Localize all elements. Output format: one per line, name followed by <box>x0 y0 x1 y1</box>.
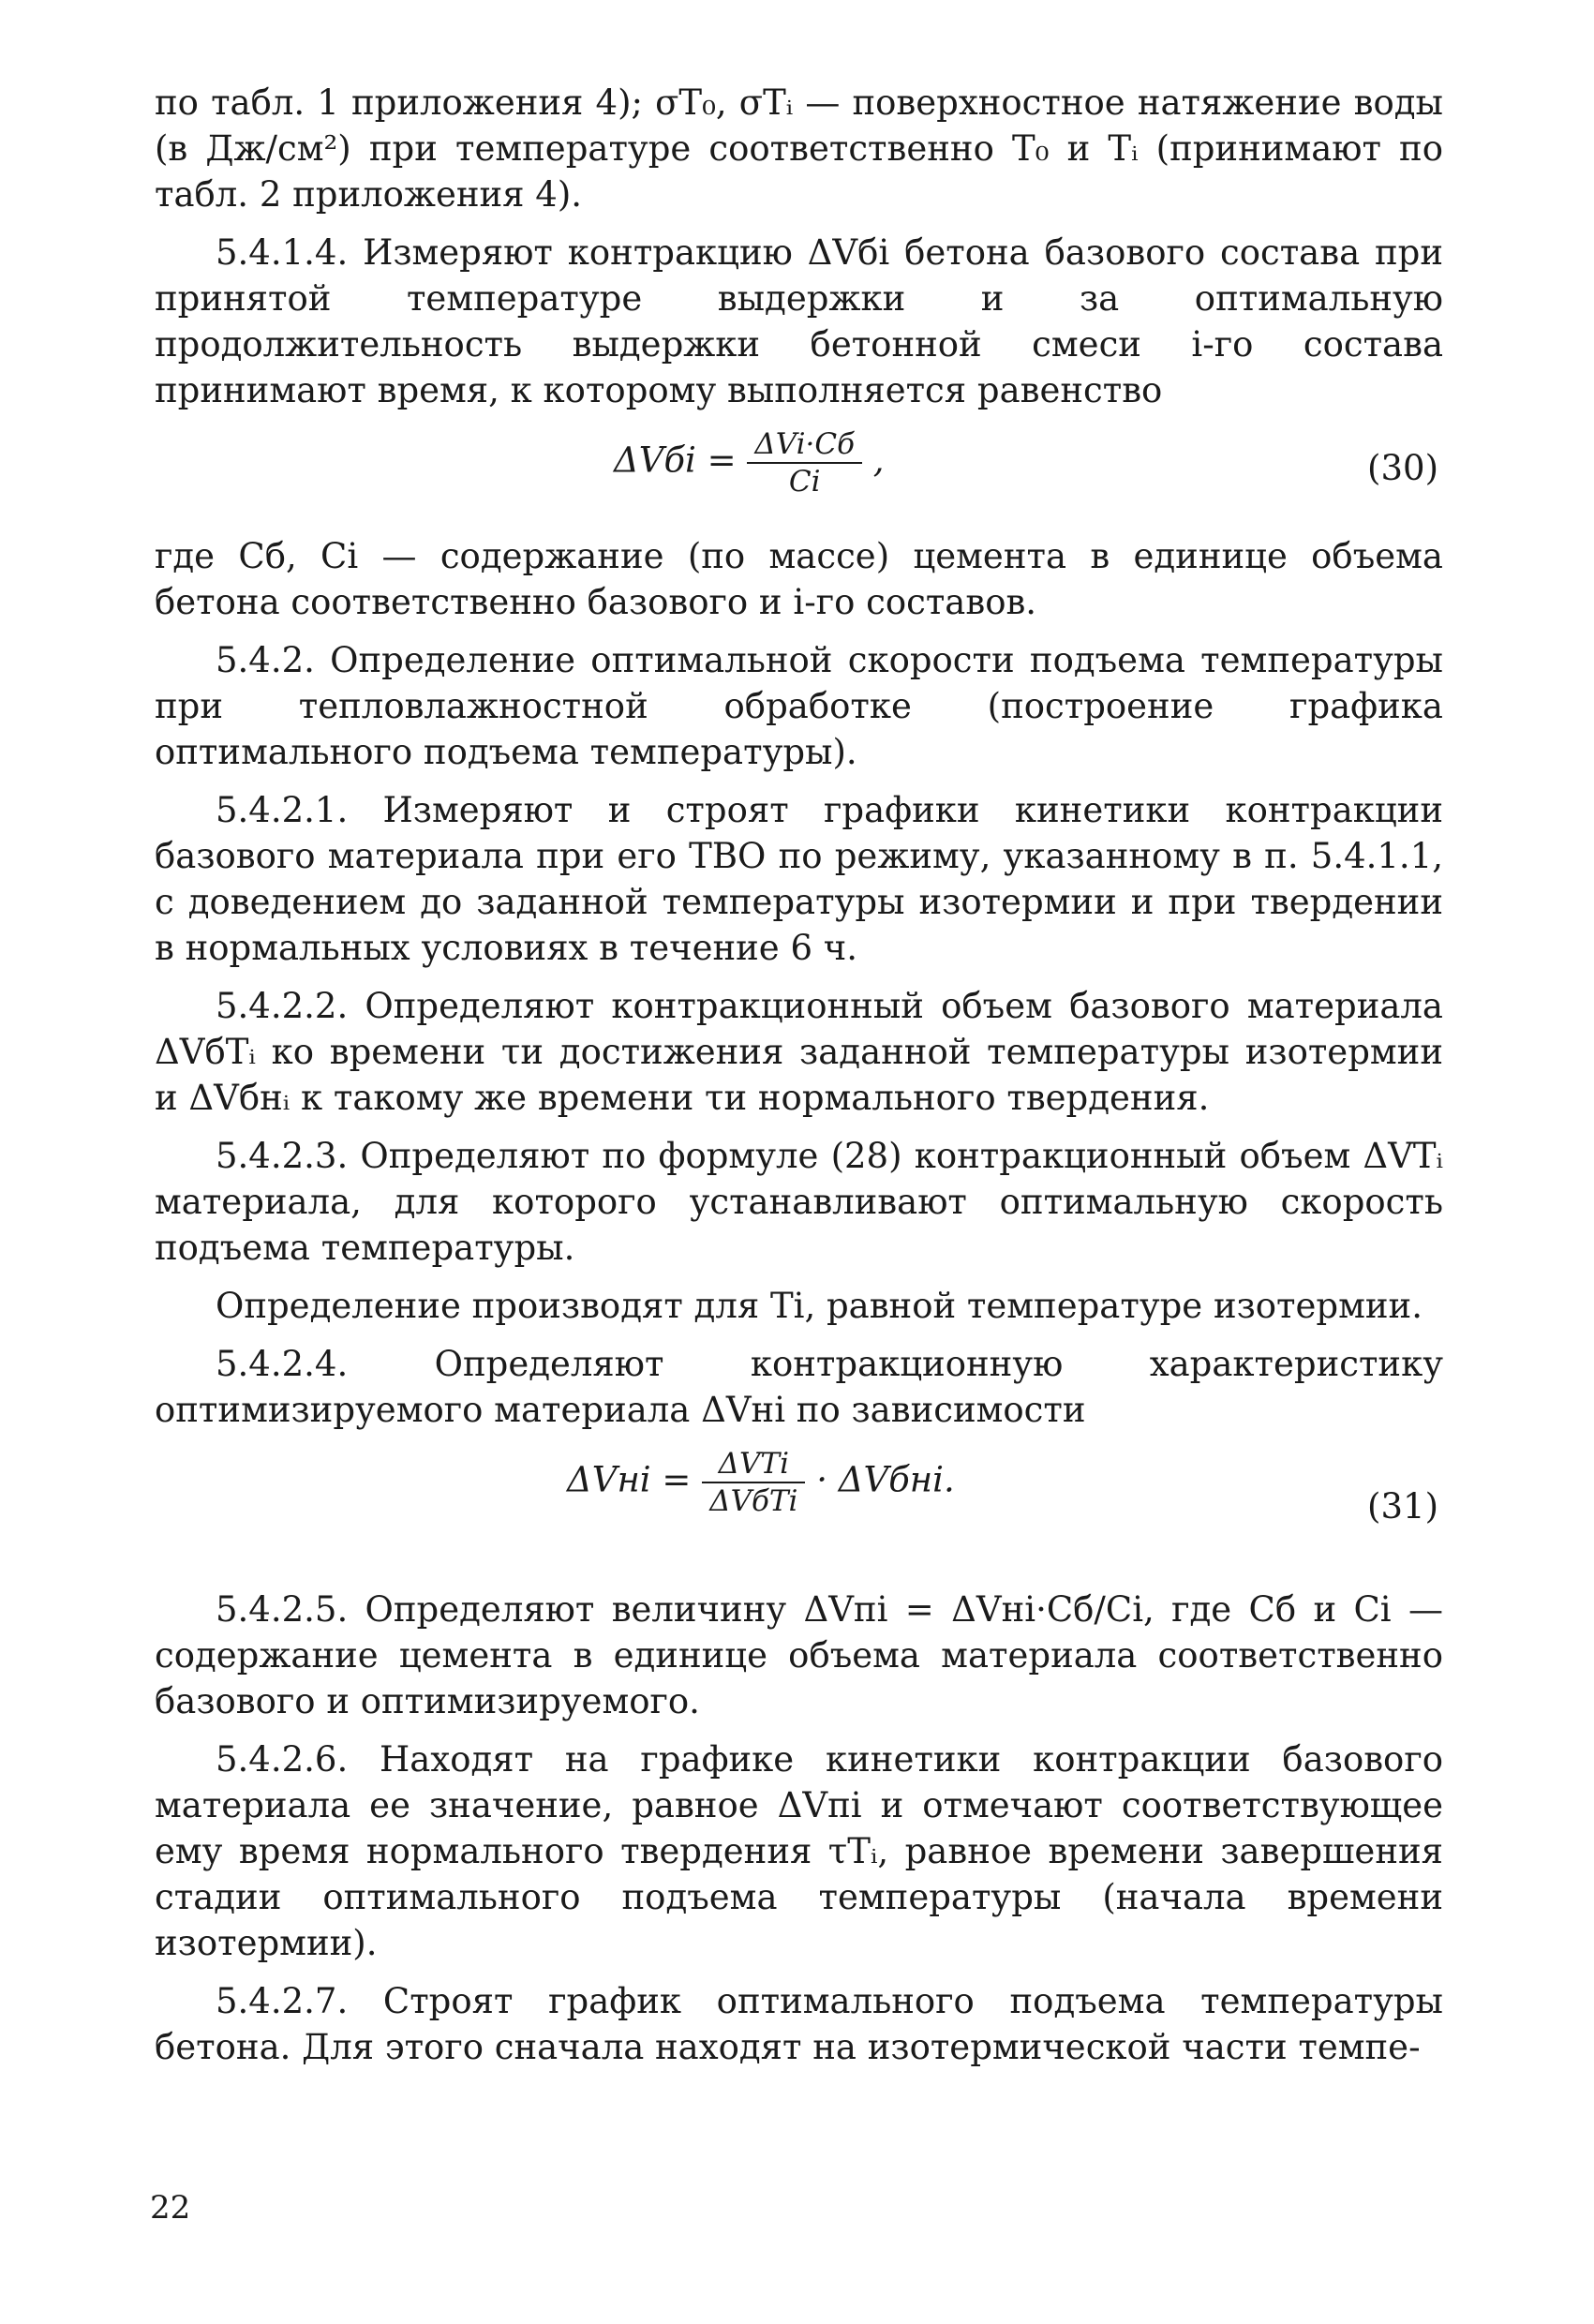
formula-30-numerator: ΔVi·Cб <box>747 426 862 464</box>
formula-30-denominator: Ci <box>788 465 821 499</box>
formula-31-fraction <box>702 1446 805 1519</box>
formula-30 <box>155 426 1443 518</box>
equation-number-31: (31) <box>1367 1486 1438 1527</box>
paragraph-definition: Определение производят для Ti, равной температуре изотермии. <box>216 1286 1423 1326</box>
formula-31 <box>155 1446 1443 1572</box>
paragraph-5-4-2-4: 5.4.2.4. Определяют контракционную характеристику оптимизируемого материала ΔVнi по зависимости <box>155 1344 1443 1430</box>
paragraph-5-4-2-1: 5.4.2.1. Измеряют и строят графики кинетики контракции базового материала при его ТВО по режиму, указанному в п. 5.4.1.1, с доведением до заданной температуры изотермии и при твердении в нормальных условиях в течение 6 ч. <box>155 790 1443 968</box>
text-block <box>155 80 1443 2082</box>
equation-number-30: (30) <box>1367 448 1438 488</box>
formula-31-numerator: ΔVTi <box>702 1446 805 1483</box>
paragraph-5-4-2-6: 5.4.2.6. Находят на графике кинетики контракции базового материала ее значение, равное ΔVпi и отмечают соответствующее ему время нормального твердения τTᵢ, равное времени завершения стадии оптимального подъема температуры (начала времени изотермии). <box>155 1739 1443 1963</box>
paragraph-5-4-2-5: 5.4.2.5. Определяют величину ΔVпi = ΔVнi·Cб/Ci, где Cб и Ci — содержание цемента в единице объема материала соответственно базового и оптимизируемого. <box>155 1589 1443 1721</box>
paragraph-where: где Cб, Ci — содержание (по массе) цемента в единице объема бетона соответственно базового и i-го составов. <box>155 536 1443 622</box>
formula-31-denominator: ΔVбTi <box>709 1484 798 1518</box>
formula-31-lhs: ΔVнi = <box>567 1459 692 1500</box>
page-number: 22 <box>150 2189 191 2227</box>
paragraph-5-4-2-7: 5.4.2.7. Строят график оптимального подъема температуры бетона. Для этого сначала находят на изотермической части темпе- <box>155 1981 1443 2067</box>
formula-30-trail: , <box>872 439 885 481</box>
formula-31-trail: · ΔVбнi. <box>816 1459 955 1500</box>
paragraph-continuation: по табл. 1 приложения 4); σT₀, σTᵢ — поверхностное натяжение воды (в Дж/см²) при температуре соответственно T₀ и Tᵢ (принимают по табл. 2 приложения 4). <box>155 82 1443 215</box>
formula-30-fraction <box>747 426 862 499</box>
paragraph-5-4-2: 5.4.2. Определение оптимальной скорости подъема температуры при тепловлажностной обработке (построение графика оптимального подъема температуры). <box>155 640 1443 772</box>
paragraph-5-4-1-4: 5.4.1.4. Измеряют контракцию ΔVбi бетона базового состава при принятой температуре выдержки и за оптимальную продолжительность выдержки бетонной смеси i-го состава принимают время, к которому выполняется равенство <box>155 232 1443 410</box>
paragraph-5-4-2-2: 5.4.2.2. Определяют контракционный объем базового материала ΔVбTᵢ ко времени τи достижения заданной температуры изотермии и ΔVбнᵢ к такому же времени τи нормального твердения. <box>155 986 1443 1118</box>
paragraph-5-4-2-3: 5.4.2.3. Определяют по формуле (28) контракционный объем ΔVTᵢ материала, для которого устанавливают оптимальную скорость подъема температуры. <box>155 1136 1443 1268</box>
formula-30-lhs: ΔVбi = <box>614 439 737 481</box>
